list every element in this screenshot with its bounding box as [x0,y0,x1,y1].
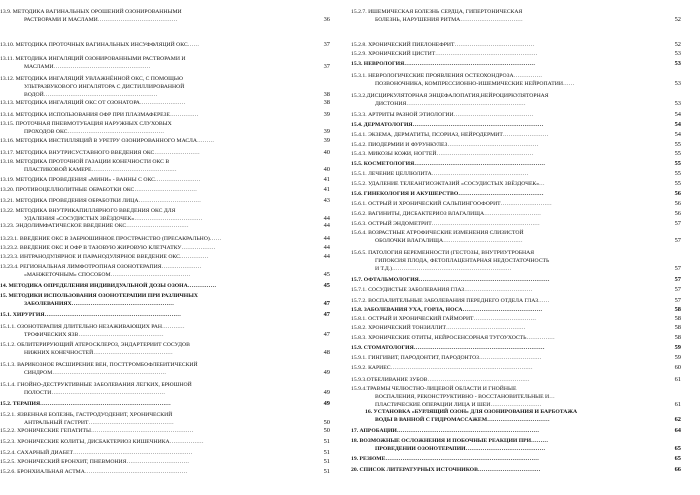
toc-entry-title [351,334,656,342]
toc-entry-title [351,408,656,424]
toc-entry-line: 15.5. КОСМЕТОЛОГИЯ…………………………………………………………… [351,161,546,167]
toc-entry-title [0,438,305,446]
toc-page-number: 51 [323,458,330,465]
toc-entry-title [351,150,656,158]
toc-entry-line: 15.9. СТОМАТОЛОГИЯ…………………………………………………………… [351,345,545,351]
toc-page-number: 49 [323,369,330,377]
toc-page-number: 38 [323,91,330,99]
toc-entry-title [0,468,305,476]
toc-entry-line: 13.14. МЕТОДИКА ИСПОЛЬЗОВАНИЯ ОФР ПРИ ПЛАЗМАФЕРЕЗЕ…………… [0,112,199,118]
toc-page-number: 57 [674,265,681,273]
toc-page-number: 59 [674,354,681,361]
toc-entry-line: 15.3.3. АРТРИТЫ РАЗНОЙ ЭТИОЛОГИИ…………………………………… [351,112,534,118]
toc-entry-title [351,344,656,352]
toc-entry-line: 15.2.2. ХРОНИЧЕСКИЕ ГЕПАТИТЫ……………………………………………… [0,428,194,434]
toc-entry-line: 15.7.1. СОСУДИСТЫЕ ЗАБОЛЕВАНИЯ ГЛАЗ……………………………… [351,287,533,293]
toc-entry-line: 15.2.1. ЯЗВЕННАЯ БОЛЕЗНЬ, ГАСТРОДУОДЕНИТ, ХРОНИЧЕСКИЙ [0,412,173,418]
toc-entry-title [351,376,656,384]
toc-entry-line: ВОДЫ В ВАННОЙ С ГИДРОМАССАЖЕМ…………………………… [375,417,550,424]
toc-page-number: 56 [674,210,681,217]
toc-entry-title [351,50,656,58]
toc-entry-title [0,381,305,397]
toc-page-number: 60 [674,364,681,371]
toc-page-number: 51 [323,449,330,456]
toc-entry-line: ОБОЛОЧКИ ВЛАГАЛИЩА…………………………………… [375,238,523,245]
toc-entry-line: 13.20. ПРОТИВОЦЕЛЛЮЛИТНЫЕ ОБРАБОТКИ ОКС…………………………… [0,187,197,193]
toc-page-number: 37 [323,63,330,71]
toc-entry-title [351,324,656,332]
toc-entry-line: 15.6.3. ОСТРЫЙ ЭНДОМЕТРИТ………………………………………………… [351,221,540,227]
toc-page-number: 50 [323,419,330,427]
toc-page-number: 57 [674,237,681,245]
toc-entry-line: 15.2. ТЕРАПИЯ…………………………………………………………… [0,401,171,407]
toc-entry-title [0,120,305,136]
toc-page-number: 40 [323,166,330,174]
toc-entry-line: 15.6.5. ПАТОЛОГИЯ БЕРЕМЕННОСТИ (ГЕСТОЗЫ, ВНУТРИУТРОБНАЯ [351,250,535,256]
toc-entry-line: 13.19. МЕТОДИКА ПРОВЕДЕНИЯ «МИНИ» - ВАННЫ С ОКС…………………… [0,177,201,183]
toc-page-number: 54 [674,111,681,118]
toc-entry-title [0,149,305,157]
toc-entry-title [351,92,656,108]
toc-entry-title [0,244,305,252]
toc-entry-title [0,197,305,205]
toc-entry-line: 13.10. МЕТОДИКА ПРОТОЧНЫХ ВАГИНАЛЬНЫХ ИНСУФФЛЯЦИЙ ОКС…… [0,42,200,48]
toc-entry-line: ПОЗВОНОЧНИКА, КОМПРЕССИОННО-ИШЕМИЧЕСКИЕ НЕЙРОПАТИИ…… [375,81,575,88]
toc-entry-line: 14. МЕТОДИКА ОПРЕДЕЛЕНИЯ ИНДИВИДУАЛЬНОЙ ДОЗЫ ОЗОНА…………… [0,283,217,289]
toc-entry-line: 13.23.1. ВВЕДЕНИЕ ОКС В ЗАБРЮШИННОЕ ПРОСТРАНСТВО (ПРЕСАКРАЛЬНО)…… [0,236,222,242]
toc-entry-line: 15.2.4. САХАРНЫЙ ДИАБЕТ……………………………………………………… [0,450,193,456]
toc-entry-title [351,385,656,410]
toc-page-number: 55 [674,150,681,157]
toc-entry-title [351,297,656,305]
toc-page-number: 58 [674,324,681,331]
toc-entry-line: ПРОВЕДЕНИИ ОЗОНОТЕРАПИИ…………………………………… [375,446,546,453]
toc-entry-line: «МАНЖЕТОЧНЫМ» СПОСОБОМ…………………………………… [24,272,191,279]
toc-page-number: 44 [323,222,330,229]
toc-page-number: 41 [323,186,330,193]
toc-entry-line: 15.4.2. ПИОДЕРМИИ И ФУРУНКУЛЕЗ………………………………………… [351,142,539,148]
toc-entry-title [351,249,656,274]
toc-entry-line: 13.13. МЕТОДИКА ИНГАЛЯЦИЙ ОКС ОТ ОЗОНАТОРА…………………… [0,100,186,106]
toc-entry-title [0,427,305,435]
toc-page-number: 64 [674,427,681,434]
toc-entry-title [0,253,305,261]
toc-entry-line: 15.2.3. ХРОНИЧЕСКИЕ КОЛИТЫ, ДИСБАКТЕРИОЗ КИШЕЧНИКА……………… [0,439,204,445]
toc-entry-line: ТРОФИЧЕСКИХ ЯЗВ……………………………………… [24,332,164,339]
toc-entry-title [0,111,305,119]
toc-entry-title [351,364,656,372]
toc-entry-line: 19. РЕЗЮМЕ……………………………………………………………………… [351,456,539,462]
toc-entry-title [351,8,656,24]
toc-page-number: 62 [674,416,681,424]
toc-entry-line: 13.23.2. ВВЕДЕНИЕ ОКС И ОФР В ТАЗОВУЮ ЖИРОВУЮ КЛЕТЧАТКУ……………… [0,245,216,251]
toc-entry-title [351,229,656,245]
toc-page-number: 55 [674,180,681,187]
toc-entry-title [351,160,656,168]
toc-entry-line: АНТРАЛЬНЫЙ ГАСТРИТ……………………………………… [24,420,174,427]
toc-entry-title [0,99,305,107]
toc-page-number: 44 [323,235,330,242]
toc-entry-line: 13.22. МЕТОДИКА ВНУТРИКАПИЛЛЯРНОГО ВВЕДЕНИЯ ОКС ДЛЯ [0,208,176,214]
toc-entry-line: 15.1.1. ОЗОНОТЕРАПИЯ ДЛИТЕЛЬНО НЕЗАЖИВАЮЩИХ РАН………… [0,324,185,330]
toc-entry-line: 15.3.1. НЕВРОЛОГИЧЕСКИЕ ПРОЯВЛЕНИЯ ОСТЕОХОНДРОЗА…………… [351,73,543,79]
toc-page-number: 37 [323,41,330,48]
toc-entry-title [351,354,656,362]
toc-entry-title [351,286,656,294]
toc-entry-line: 15.1.3. ВАРИКОЗНОЕ РАСШИРЕНИЕ ВЕН, ПОСТТРОМБОФЛЕБИТИЧЕСКИЙ [0,362,198,368]
toc-page-number: 47 [323,300,330,308]
toc-page-number: 44 [323,253,330,260]
toc-page-number: 66 [674,466,681,473]
toc-entry-line: 15.9.1. ГИНГИВИТ, ПАРОДОНТИТ, ПАРОДОНТОЗ…………………………… [351,355,542,361]
toc-page-number: 57 [674,297,681,304]
toc-entry-line: УЛЬТРАЗВУКОВОГО ИНГАЛЯТОРА С ДИСТИЛЛИРОВАННОЙ [24,84,185,91]
toc-entry-title [0,75,305,100]
toc-entry-line: 15.3.2.ДИСЦИРКУЛЯТОРНАЯ ЭНЦЕФАЛОПАТИЯ,НЕЙРОЦИРКУЛЯТОРНАЯ [351,93,549,99]
toc-page-number: 53 [674,100,681,108]
toc-page-number: 44 [323,244,330,251]
toc-entry-line: 15.5.1. ЛЕЧЕНИЕ ЦЕЛЛЮЛИТА…………………………………………… [351,171,529,177]
toc-entry-line: МАСЛАМИ…………………………………………… [24,64,151,71]
toc-entry-title [0,311,305,319]
toc-entry-line: 15.9.3.ОТБЕЛИВАНИЕ ЗУБОВ……………………………………………… [351,377,530,383]
toc-entry-line: 15.9.4.ТРАВМЫ ЧЕЛЮСТНО-ЛИЦЕВОЙ ОБЛАСТИ И ГНОЙНЫЕ [351,386,517,392]
toc-entry-title [351,276,656,284]
toc-page-number: 43 [323,197,330,204]
toc-entry-title [351,111,656,119]
toc-entry-line: 15. МЕТОДИКИ ИСПОЛЬЗОВАНИЯ ОЗОНОТЕРАПИИ ПРИ РАЗЛИЧНЫХ [0,293,198,299]
toc-page-number: 59 [674,344,681,351]
toc-entry-line: 15.2.5. ХРОНИЧЕСКИЙ БРОНХИТ, ПНЕВМОНИЯ…………………………… [0,459,190,465]
toc-entry-title [351,180,656,188]
toc-page-number: 55 [674,170,681,177]
toc-page-number: 58 [674,334,681,341]
toc-entry-title [0,207,305,223]
toc-entry-title [351,72,656,88]
toc-entry-line: ПОЛОСТИ…………………………………………………… [24,390,166,397]
toc-entry-line: 15.4.1. ЭКЗЕМА, ДЕРМАТИТЫ, ПСОРИАЗ, НЕЙРОДЕРМИТ…………………… [351,132,549,138]
toc-page-number: 57 [674,276,681,283]
toc-entry-title [0,282,305,290]
toc-entry-line: 15.4. ДЕРМАТОЛОГИЯ…………………………………………………………… [351,122,544,128]
toc-entry-line: 15.4.3. МИКОЗЫ КОЖИ, НОГТЕЙ…………………………………………… [351,151,534,157]
toc-entry-line: 15.5.2. УДАЛЕНИЕ ТЕЛЕАНГИОЭКТАЗИЙ «СОСУДИСТЫХ ЗВЁЗДОЧЕК»… [351,181,545,187]
toc-entry-line: 15.8.2. ХРОНИЧЕСКИЙ ТОНЗИЛЛИТ…………………………………… [351,325,526,331]
toc-page-number: 56 [674,200,681,207]
toc-entry-title [0,458,305,466]
toc-entry-line: 15.6.1. ОСТРЫЙ И ХРОНИЧЕСКИЙ САЛЬПИНГООФОРИТ……………………… [351,201,552,207]
toc-entry-title [351,131,656,139]
toc-entry-line: 15.7. ОФТАЛЬМОЛОГИЯ…………………………………………………………… [351,277,550,283]
toc-page-number: 45 [323,282,330,289]
toc-page-number: 39 [323,137,330,144]
toc-entry-line: 13.9. МЕТОДИКА ВАГИНАЛЬНЫХ ОРОШЕНИЙ ОЗОНИРОВАННЫМИ [0,9,182,15]
toc-entry-line: УДАЛЕНИЯ «СОСУДИСТЫХ ЗВЁЗДОЧЕК»……………………………… [24,216,203,223]
toc-entry-line: 13.16. МЕТОДИКА ИНСТИЛЛЯЦИЙ В УРЕТРУ ОЗОНИРОВАННОГО МАСЛА……… [0,138,215,144]
toc-page-number: 51 [323,438,330,445]
toc-entry-line: ПЛАСТИКОВОЙ КАМЕРЕ……………………………………… [24,167,177,174]
toc-entry-line: 15.9.2. КАРИЕС………………………………………………………………… [351,365,533,371]
toc-entry-line: 16. УСТАНОВКА «БУРЛЯЩИЙ ОЗОН» ДЛЯ ОЗОНИРОВАНИЯ И БАРБОТАЖА [365,409,578,415]
toc-entry-title [0,137,305,145]
toc-entry-title [0,449,305,457]
toc-page-number: 53 [674,50,681,57]
toc-entry-line: 13.23.4. РЕГИОНАЛЬНАЯ ЛИМФОТРОПНАЯ ОЗОНОТЕРАПИЯ………………… [0,264,202,270]
toc-page-number: 48 [323,349,330,357]
toc-entry-line: БОЛЕЗНЬ, НАРУШЕНИЯ РИТМА…………………………… [375,17,523,24]
toc-page-number: 47 [323,311,330,318]
toc-page-number: 65 [674,455,681,462]
toc-page-number: 51 [323,468,330,475]
toc-page-number: 65 [674,445,681,453]
toc-entry-line: ДИСТОНИЯ……………………………………………………… [375,101,526,108]
toc-entry-line: 15.2.8. ХРОНИЧЕСКИЙ ПИЕЛОНЕФРИТ…………………………………… [351,42,535,48]
toc-page-number: 55 [674,160,681,167]
toc-entry-title [0,176,305,184]
toc-entry-line: 17. АПРОБАЦИИ………………………………………………………………… [351,428,540,434]
toc-page-number: 55 [674,141,681,148]
toc-page-number: 61 [674,401,681,409]
toc-entry-title [0,235,305,243]
toc-entry-title [351,455,656,463]
toc-entry-title [351,306,656,314]
toc-entry-title [0,222,305,230]
toc-entry-title [351,427,656,435]
toc-page-number: 53 [674,80,681,88]
toc-entry-line: ГИПОКСИЯ ПЛОДА, ФЕТОПЛАЦЕНТАРНАЯ НЕДОСТАТОЧНОСТЬ [375,258,550,265]
toc-entry-title [0,292,305,308]
toc-page-number: 39 [323,111,330,118]
toc-page-number: 50 [323,427,330,434]
toc-entry-line: 15.6.2. ВАГИНИТЫ, ДИСБАКТЕРИОЗ ВЛАГАЛИЩА………………………… [351,211,541,217]
toc-entry-title [0,400,305,408]
toc-entry-line: 15.6.4. ВОЗРАСТНЫЕ АТРОФИЧЕСКИЕ ИЗМЕНЕНИЯ СЛИЗИСТОЙ [351,230,524,236]
toc-entry-line: 13.23.3. ИНТРАНОДУЛЯРНОЕ И ПАРАНОДУЛЯРНОЕ ВВЕДЕНИЕ ОКС…………… [0,254,209,260]
toc-entry-line: 15.8.1. ОСТРЫЙ И ХРОНИЧЕСКИЙ ГАЙМОРИТ…………………………… [351,316,537,322]
toc-entry-title [351,141,656,149]
toc-entry-title [0,263,305,279]
toc-entry-title [0,186,305,194]
toc-entry-line: ПРОХОДОВ ОКС…………………………………………… [24,129,165,136]
toc-entry-title [0,41,305,49]
toc-entry-line: 15.8. ЗАБОЛЕВАНИЯ УХА, ГОРЛА, НОСА…………………………………… [351,307,543,313]
toc-entry-title [0,323,305,339]
toc-page-number: 38 [323,99,330,106]
toc-entry-title [0,158,305,174]
toc-page-number: 40 [323,149,330,156]
toc-entry-line: 13.11. МЕТОДИКА ИНГАЛЯЦИЙ ОЗОНИРОВАННЫМИ РАСТВОРАМИ И [0,56,186,62]
toc-entry-line: 13.18. МЕТОДИКА ПРОТОЧНОЙ ГАЗАЦИИ КОНЕЧНОСТИ ОКС В [0,159,170,165]
toc-entry-line: ВОСПАЛЕНИЯ, РЕКОНСТРУКТИВНО - ВОССТАНОВИТЕЛЬНЫЕ И… [375,394,555,401]
toc-entry-line: 15.7.2. ВОСПАЛИТЕЛЬНЫЕ ЗАБОЛЕВАНИЯ ПЕРЕДНЕГО ОТДЕЛА ГЛАЗ…… [351,298,550,304]
toc-entry-line: ВОДОЙ…………………………………………………… [24,92,158,99]
toc-entry-title [351,466,656,474]
toc-entry-line: 15.3. НЕВРОЛОГИЯ…………………………………………………………… [351,61,536,67]
toc-entry-line: 13.23. ЭНДОЛИМФАТИЧЕСКОЕ ВВЕДЕНИЕ ОКС…………………………… [0,223,189,229]
toc-page-number: 49 [323,400,330,407]
toc-page-number: 57 [674,286,681,293]
toc-entry-title [351,170,656,178]
toc-page-number: 49 [323,389,330,397]
toc-entry-title [351,121,656,129]
toc-page-number: 36 [323,16,330,24]
toc-entry-title [0,361,305,377]
toc-entry-line: ПЛАСТИЧЕСКИЕ ОПЕРАЦИИ ЛИЦА И ШЕИ……………………… [375,402,542,409]
toc-entry-title [351,220,656,228]
toc-page-number: 45 [323,271,330,279]
toc-page-number: 39 [323,128,330,136]
toc-page-number: 57 [674,220,681,227]
toc-entry-line: 15.8.3. ХРОНИЧЕСКИЕ ОТИТЫ, НЕЙРОСЕНСОРНАЯ ТУГОУХОСТЬ…………… [351,335,555,341]
toc-entry-title [351,210,656,218]
toc-page-number: 41 [323,176,330,183]
toc-page-number: 53 [674,60,681,67]
toc-entry-line: НИЖНИХ КОНЕЧНОСТЕЙ…………………………………… [24,350,173,357]
toc-entry-title [0,341,305,357]
toc-entry-line: 13.17. МЕТОДИКА ВНУТРИСУСТАВНОГО ВВЕДЕНИЯ ОКС…………………… [0,150,200,156]
toc-entry-line: И Т.Д.)……………………………………………………… [375,266,512,273]
toc-entry-line: 15.1.2. ОБЛИТЕРИРУЮЩИЙ АТЕРОСКЛЕРОЗ, ЭНДАРТЕРИИТ СОСУДОВ [0,342,190,348]
toc-entry-line: 15.6. ГИНЕКОЛОГИЯ И АКУШЕРСТВО……………………………………… [351,191,544,197]
toc-entry-line: 18. ВОЗМОЖНЫЕ ОСЛОЖНЕНИЯ И ПОБОЧНЫЕ РЕАКЦИИ ПРИ……… [351,438,549,444]
toc-entry-line: 15.2.7. ИШЕМИЧЕСКАЯ БОЛЕЗНЬ СЕРДЦА, ГИПЕРТОНИЧЕСКАЯ [351,9,523,15]
toc-page-number: 47 [323,331,330,339]
toc-entry-title [351,190,656,198]
toc-page-number: 54 [674,131,681,138]
toc-page-number: 58 [674,315,681,322]
toc-entry-title [0,55,305,71]
toc-entry-title [351,60,656,68]
toc-entry-line: 13.21. МЕТОДИКА ПРОВЕДЕНИЯ ОБРАБОТКИ ЛИЦА…………………………… [0,198,201,204]
toc-entry-line: 13.15. ПРОТОЧНАЯ ПНЕВМОТУБАЦИЯ НАРУЖНЫХ СЛУХОВЫХ [0,121,172,127]
toc-page-number: 44 [323,215,330,223]
toc-entry-line: СИНДРОМ…………………………………………………… [24,370,167,377]
toc-page-number: 54 [674,121,681,128]
toc-entry-title [351,200,656,208]
toc-entry-line: ЗАБОЛЕВАНИЯХ……………………………………………… [24,301,174,308]
toc-entry-line: РАСТВОРАМИ И МАСЛАМИ…………………………………… [24,17,178,24]
toc-entry-line: 15.1.4. ГНОЙНО-ДЕСТРУКТИВНЫЕ ЗАБОЛЕВАНИЯ ЛЕГКИХ, БРЮШНОЙ [0,382,192,388]
toc-entry-line: 13.12. МЕТОДИКА ИНГАЛЯЦИЙ УВЛАЖНЁННОЙ ОКС, С ПОМОЩЬЮ [0,76,184,82]
toc-entry-line: 15.2.6. БРОНХИАЛЬНАЯ АСТМА……………………………………………… [0,469,188,475]
toc-entry-line: 15.2.9. ХРОНИЧЕСКИЙ ЦИСТИТ……………………………………………… [351,51,538,57]
toc-entry-line: 20. СПИСОК ЛИТЕРАТУРНЫХ ИСТОЧНИКОВ…………………………… [351,467,541,473]
toc-page-number: 56 [674,190,681,197]
toc-page-number: 58 [674,306,681,313]
toc-entry-line: 15.1. ХИРУРГИЯ……………………………………………………………… [0,312,181,318]
toc-entry-title [0,8,305,24]
toc-page-number: 61 [674,376,681,383]
toc-entry-title [0,411,305,427]
toc-page-number: 52 [674,41,681,48]
toc-page-number: 52 [674,16,681,24]
toc-entry-title [351,41,656,49]
toc-entry-title [351,315,656,323]
toc-entry-title [351,437,656,453]
